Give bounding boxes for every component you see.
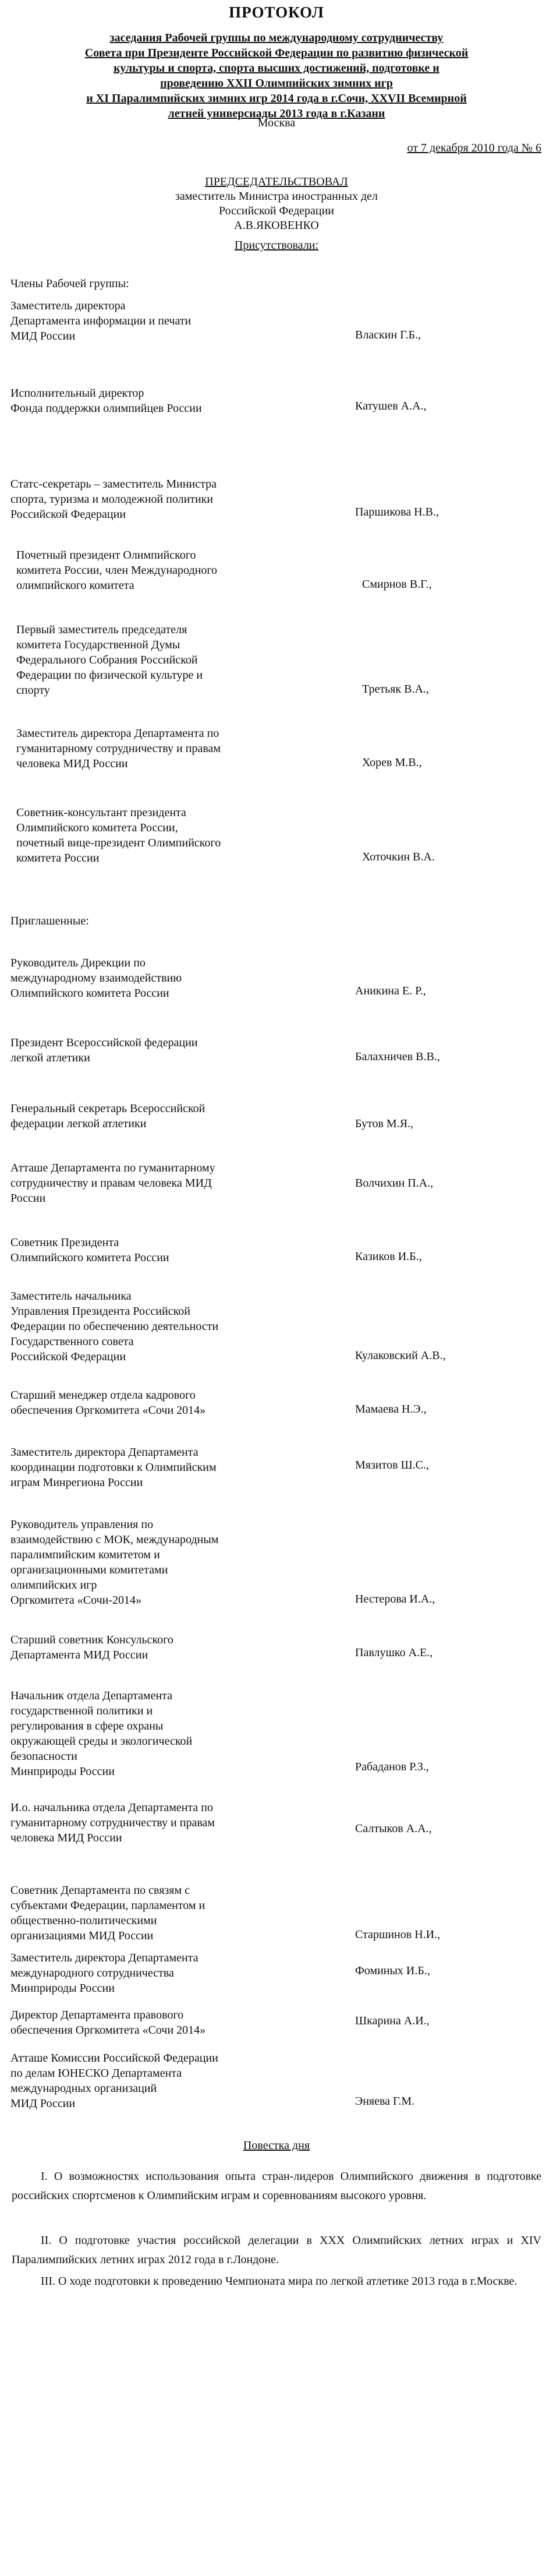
chair-heading: ПРЕДСЕДАТЕЛЬСТВОВАЛ <box>205 175 348 188</box>
subtitle-line: заседания Рабочей группы по международному сотрудничеству <box>109 31 444 44</box>
member-name: Паршикова Н.В., <box>355 506 439 518</box>
agenda-item: II. О подготовке участия российской делегации в XXX Олимпийских летних играх и XIV Паралимпийских летних играх 2012 года в г.Лондоне. <box>12 2234 541 2266</box>
invited-position: Руководитель Дирекции по международному взаимодействию Олимпийского комитета России <box>10 957 182 1000</box>
invited-position: Советник Президента Олимпийского комитета России <box>10 1236 169 1264</box>
invited-name: Аникина Е. Р., <box>355 984 426 997</box>
invited-position: Атташе Комиссии Российской Федерации по делам ЮНЕСКО Департамента международных организаций МИД России <box>10 2052 218 2110</box>
member-name: Власкин Г.Б., <box>355 329 421 341</box>
invited-position: Старший советник Консульского Департамента МИД России <box>10 1633 173 1661</box>
invited-name: Старшинов Н.И., <box>355 1928 441 1941</box>
invited-name: Фоминых И.Б., <box>355 1964 430 1977</box>
invited-position: Заместитель директора Департамента координации подготовки к Олимпийским играм Минрегиона России <box>10 1446 217 1489</box>
invited-name: Эняева Г.М. <box>355 2095 415 2108</box>
invited-name: Кулаковский А.В., <box>355 1349 446 1362</box>
member-name: Третьяк В.А., <box>362 683 429 696</box>
chair-line: Российской Федерации <box>218 204 335 217</box>
invited-position: Советник Департамента по связям с субъектами Федерации, парламентом и общественно-политическими организациями МИД России <box>10 1884 205 1942</box>
member-position: Заместитель директора Департамента по гуманитарному сотрудничеству и правам человека МИД России <box>16 727 221 770</box>
invited-position: Старший менеджер отдела кадрового обеспечения Оргкомитета «Сочи 2014» <box>10 1389 206 1417</box>
members-label: Члены Рабочей группы: <box>10 277 129 290</box>
invited-name: Балахничев В.В., <box>355 1050 440 1063</box>
invited-position: Директор Департамента правового обеспечения Оргкомитета «Сочи 2014» <box>10 2009 206 2037</box>
agenda-title: Повестка дня <box>243 2139 310 2152</box>
subtitle-line: Совета при Президенте Российской Федерации по развитию физической <box>84 47 469 59</box>
invited-name: Рабаданов Р.З., <box>355 1760 429 1773</box>
invited-position: Заместитель начальника Управления Президента Российской Федерации по обеспечению деятельности Государственного совета Российской Федерации <box>10 1290 219 1363</box>
invited-position: Руководитель управления по взаимодействию с МОК, международным паралимпийским комитетом и организационными комитетами олимпийских игр Оргкомитета «Сочи-2014» <box>10 1518 219 1607</box>
invited-position: Генеральный секретарь Всероссийской федерации легкой атлетики <box>10 1102 205 1130</box>
invited-position: И.о. начальника отдела Департамента по гуманитарному сотрудничеству и правам человека МИД России <box>10 1801 215 1844</box>
subtitle-line: культуры и спорта, спорта высших достижений, подготовке и <box>114 62 439 75</box>
chair-block <box>0 175 553 233</box>
subtitle-line: летней универсиады 2013 года в г.Казани <box>168 107 385 120</box>
member-name: Хоточкин В.А. <box>362 851 435 863</box>
chair-line: заместитель Министра иностранных дел <box>175 190 378 203</box>
member-name: Катушев А.А., <box>355 400 427 412</box>
subtitle-line: и XI Паралимпийских зимних игр 2014 года в г.Сочи, XXVII Всемирной <box>86 92 467 105</box>
invited-name: Нестерова И.А., <box>355 1593 435 1605</box>
subtitle-line: проведению XXII Олимпийских зимних игр <box>160 77 393 90</box>
agenda-item: III. О ходе подготовки к проведению Чемпионата мира по легкой атлетике 2013 года в г.Москве. <box>41 2275 517 2288</box>
invited-position: Президент Всероссийской федерации легкой атлетики <box>10 1036 198 1064</box>
document-title: ПРОТОКОЛ <box>229 3 324 21</box>
member-position: Заместитель директора Департамента информации и печати МИД России <box>10 299 192 343</box>
invited-position: Заместитель директора Департамента международного сотрудничества Минприроды России <box>10 1952 198 1995</box>
invited-name: Волчихин П.А., <box>355 1177 434 1190</box>
invited-name: Мамаева Н.Э., <box>355 1403 427 1416</box>
member-name: Хорев М.В., <box>362 756 422 769</box>
present-label: Присутствовали: <box>234 239 319 252</box>
invited-name: Мязитов Ш.С., <box>355 1459 430 1472</box>
member-position: Исполнительный директор Фонда поддержки олимпийцев России <box>10 387 202 415</box>
member-position: Статс-секретарь – заместитель Министра спорта, туризма и молодежной политики Российской Федерации <box>10 478 217 521</box>
member-name: Смирнов В.Г., <box>362 578 432 591</box>
document-subtitle <box>0 30 553 121</box>
invited-position: Начальник отдела Департамента государственной политики и регулирования в сфере охраны окружающей среды и экологической безопасности Минприроды России <box>10 1689 193 1778</box>
invited-label: Приглашенные: <box>10 915 89 927</box>
chair-name: А.В.ЯКОВЕНКО <box>234 219 319 232</box>
invited-name: Шкарина А.И., <box>355 2014 430 2027</box>
document-date: от 7 декабря 2010 года № 6 <box>407 142 541 154</box>
invited-name: Казиков И.Б., <box>355 1250 422 1263</box>
invited-name: Салтыков А.А., <box>355 1822 432 1835</box>
invited-position: Атташе Департамента по гуманитарному сотрудничеству и правам человека МИД России <box>10 1162 215 1205</box>
member-position: Первый заместитель председателя комитета Государственной Думы Федерального Собрания Российской Федерации по физической культуре и спорту <box>16 623 203 697</box>
member-position: Почетный президент Олимпийского комитета России, член Международного олимпийского комитета <box>16 549 218 592</box>
document-city: Москва <box>257 117 296 129</box>
invited-name: Павлушко А.Е., <box>355 1646 433 1659</box>
invited-name: Бутов М.Я., <box>355 1117 414 1130</box>
member-position: Советник-консультант президента Олимпийского комитета России, почетный вице-президент Олимпийского комитета России <box>16 806 221 864</box>
agenda-item: I. О возможностях использования опыта стран-лидеров Олимпийского движения в подготовке российских спортсменов к Олимпийским играм и соревнованиям высокого уровня. <box>12 2170 541 2202</box>
